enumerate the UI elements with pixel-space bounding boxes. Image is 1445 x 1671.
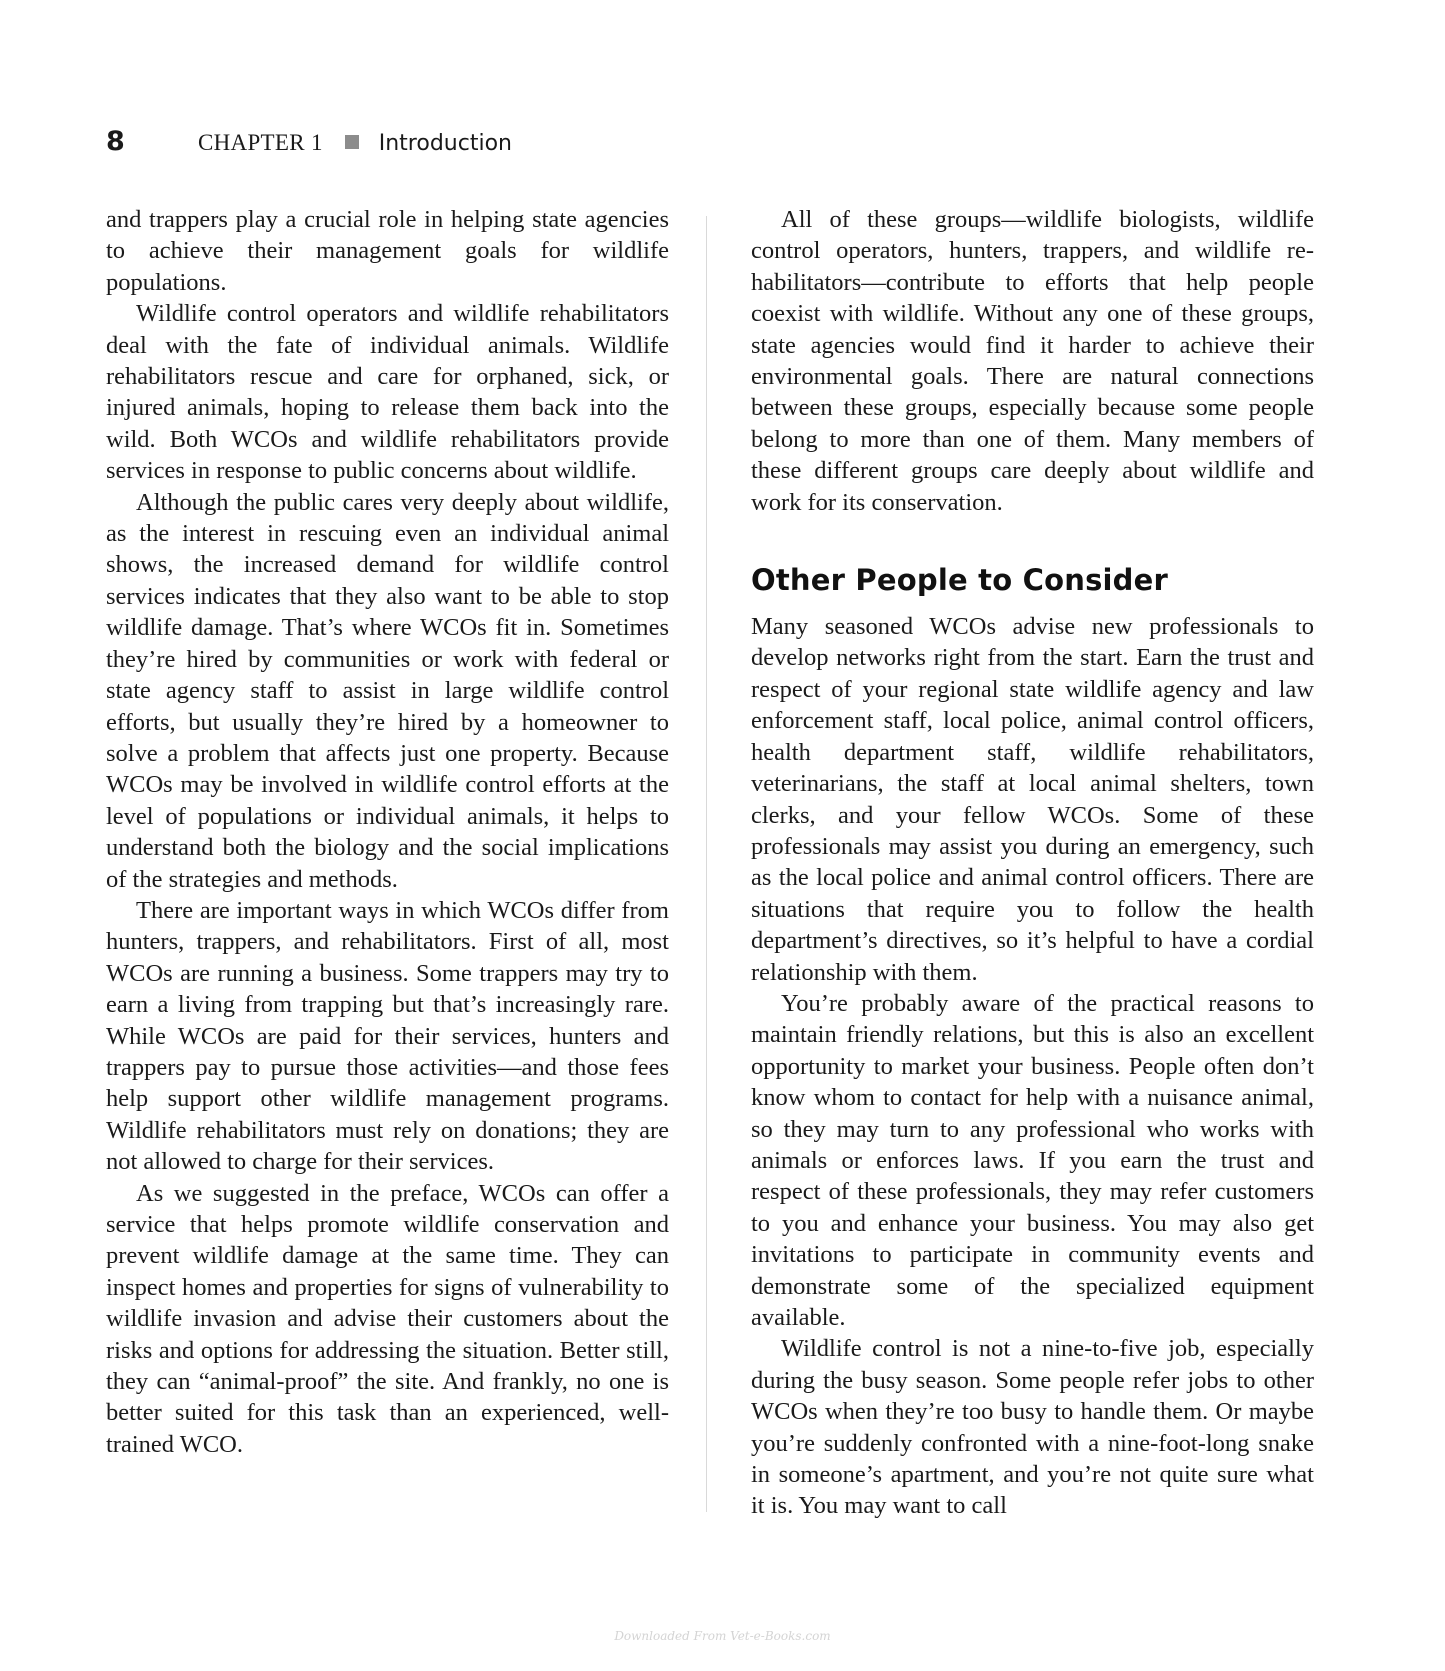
paragraph-continued: and trappers play a crucial role in helping state agencies to achieve their management goals for wildlife populations. <box>106 206 669 296</box>
paragraph: Although the public cares very deeply about wildlife, as the interest in rescuing even an individual animal shows, the increased demand for wildlife control services indicates that they also want to be able to stop wildlife damage. That’s where WCOs fit in. Sometimes they’re hired by communities or work with federal or state agency staff to assist in large wildlife control efforts, but usually they’re hired by a homeowner to solve a problem that affects just one property. Because WCOs may be involved in wildlife control efforts at the level of populations or individual animals, it helps to understand both the biology and the social implications of the strategies and methods. <box>106 488 669 893</box>
paragraph: Many seasoned WCOs advise new professionals to develop networks right from the start. Earn the trust and respect of your regional state wildlife agency and law enforcement staff, local police, animal control officers, health department staff, wildlife rehabilitators, veterinarians, the staff at local animal shelters, town clerks, and your fellow WCOs. Some of these professionals may assist you during an emergency, such as the local police and animal control officers. There are situations that require you to follow the health department’s directives, so it’s helpful to have a cordial relationship with them. <box>751 613 1314 986</box>
left-column <box>106 204 669 1460</box>
chapter-title: Introduction <box>378 131 512 156</box>
separator-square-icon <box>345 135 359 149</box>
watermark: Downloaded From Vet-e-Books.com <box>614 1629 831 1643</box>
paragraph: You’re probably aware of the practical reasons to maintain friendly relations, but this is also an excellent opportunity to market your business. People often don’t know whom to contact for help with a nuisance animal, so they may turn to any professional who works with animals or enforces laws. If you earn the trust and respect of these professionals, they may refer customers to you and enhance your business. You may also get invitations to participate in community events and demonstrate some of the specialized equipment available. <box>751 989 1314 1331</box>
paragraph: Wildlife control is not a nine-to-five job, especially during the busy season. Some people refer jobs to other WCOs when they’re too busy to handle them. Or maybe you’re suddenly confronted with a nine-foot-long snake in someone’s apartment, and you’re not quite sure what it is. You may want to call <box>751 1335 1314 1520</box>
right-column <box>751 204 1314 1522</box>
running-head <box>106 126 512 166</box>
chapter-label: CHAPTER 1 <box>198 130 323 155</box>
column-divider <box>706 216 707 1512</box>
section-heading: Other People to Consider <box>751 563 1169 598</box>
paragraph: All of these groups—wildlife biologists, wildlife control operators, hunters, trappers, and wildlife rehabilitators—contribute to efforts that help people coexist with wildlife. Without any one of these groups, state agencies would find it harder to achieve their environmental goals. There are natural connections between these groups, especially because some people belong to more than one of them. Many members of these different groups care deeply about wildlife and work for its conservation. <box>751 206 1314 516</box>
page-number: 8 <box>106 126 125 157</box>
paragraph: Wildlife control operators and wildlife rehabilitators deal with the fate of individual animals. Wildlife rehabilitators rescue and care for orphaned, sick, or injured animals, hoping to release them back into the wild. Both WCOs and wildlife rehabilitators provide services in response to public concerns about wildlife. <box>106 300 669 485</box>
paragraph: There are important ways in which WCOs differ from hunters, trappers, and rehabilitators. First of all, most WCOs are running a business. Some trappers may try to earn a living from trapping but that’s increasingly rare. While WCOs are paid for their services, hunters and trappers pay to pursue those activities—and those fees help support other wildlife management programs. Wildlife rehabilitators must rely on donations; they are not allowed to charge for their services. <box>106 896 669 1176</box>
paragraph: As we suggested in the preface, WCOs can offer a service that helps promote wildlife conservation and prevent wildlife damage at the same time. They can inspect homes and properties for signs of vulnerability to wildlife invasion and advise their customers about the risks and options for addressing the situation. Better still, they can “animal-proof” the site. And frankly, no one is better suited for this task than an experienced, well-trained WCO. <box>106 1179 669 1458</box>
